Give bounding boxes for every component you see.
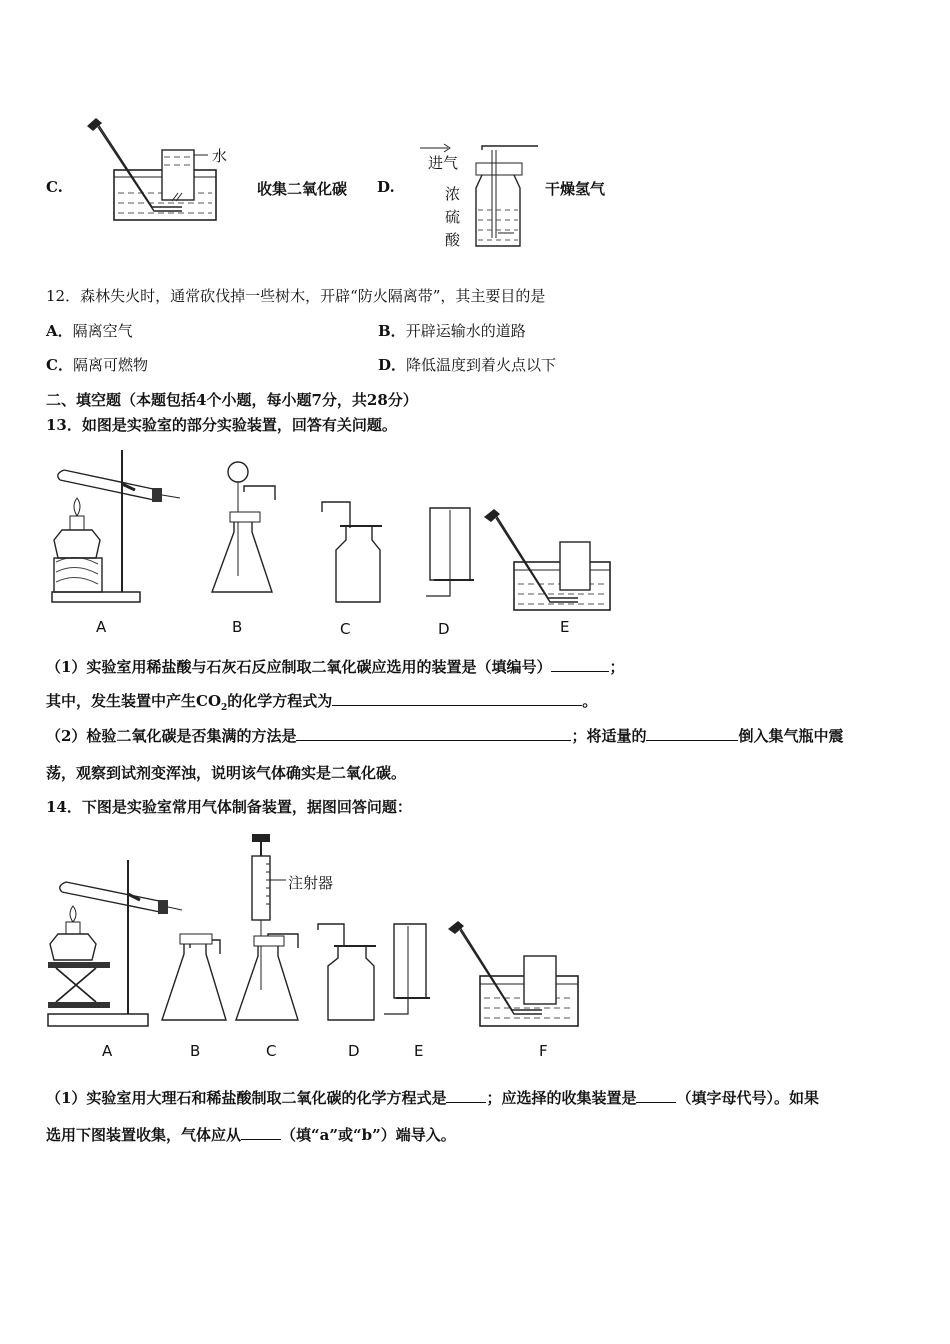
q14-label-b: B [190,1042,201,1060]
acid-char-2: 硫 [445,208,461,226]
answer-blank-6[interactable] [636,1088,676,1103]
q13-part2-line1: （2）检验二氧化碳是否集满的方法是 ；将适量的 倒入集气瓶中震 [46,727,844,745]
q14-label-c: C [266,1042,277,1060]
acid-char-1: 浓 [445,185,461,203]
q14-label-f: F [539,1042,548,1060]
apparatus-water-collection [84,115,234,225]
q13-part1-line2: 其中，发生装置中产生$CO_2$的化学方程式为 。 [46,692,598,713]
q13-label-d: D [438,620,450,638]
answer-blank-2[interactable] [332,691,582,706]
answer-blank-3[interactable] [296,726,571,741]
q13-label-a: A [96,618,107,636]
q13-label-c: C [340,620,351,638]
syringe-label: 注射器 [288,874,334,892]
gas-in-label: 进气 [428,154,459,172]
option-d-key: D. [377,178,395,196]
question-14-stem: 14．下图是实验室常用气体制备装置，据图回答问题： [46,798,412,816]
acid-char-3: 酸 [445,231,461,249]
q13-part2-line2: 荡，观察到试剂变浑浊，说明该气体确实是二氧化碳。 [46,764,407,782]
q12-option-d: D．降低温度到着火点以下 [378,356,557,374]
q12-option-a: A．隔离空气 [46,322,133,340]
answer-blank-4[interactable] [646,726,738,741]
answer-blank-1[interactable] [551,657,609,672]
answer-blank-7[interactable] [241,1125,281,1140]
q14-label-e: E [414,1042,424,1060]
q13-apparatus-figure [40,440,630,640]
q13-label-b: B [232,618,243,636]
option-c-text: 收集二氧化碳 [257,180,348,198]
option-c-key: C. [46,178,63,196]
q13-part1-line1: （1）实验室用稀盐酸与石灰石反应制取二氧化碳应选用的装置是（填编号） ； [46,658,625,676]
q14-part1-line1: （1）实验室用大理石和稀盐酸制取二氧化碳的化学方程式是 ；应选择的收集装置是 （填字母代号）。如果 [46,1089,819,1107]
option-d-text: 干燥氢气 [545,180,606,198]
section-heading: 二、填空题（本题包括4个小题，每小题7分，共28分） [46,391,418,409]
answer-blank-5[interactable] [446,1088,486,1103]
q14-label-a: A [102,1042,113,1060]
q14-apparatus-figure [40,830,600,1040]
q12-option-c: C．隔离可燃物 [46,356,148,374]
water-label: 水 [212,147,228,165]
question-12-stem: 12．森林失火时，通常砍伐掉一些树木，开辟“防火隔离带”，其主要目的是 [46,287,546,305]
q14-part1-line2: 选用下图装置收集，气体应从 （填“a”或“b”）端导入。 [46,1126,456,1144]
q13-label-e: E [560,618,570,636]
q14-label-d: D [348,1042,360,1060]
q12-option-b: B．开辟运输水的道路 [378,322,526,340]
question-13-stem: 13．如图是实验室的部分实验装置，回答有关问题。 [46,416,397,434]
